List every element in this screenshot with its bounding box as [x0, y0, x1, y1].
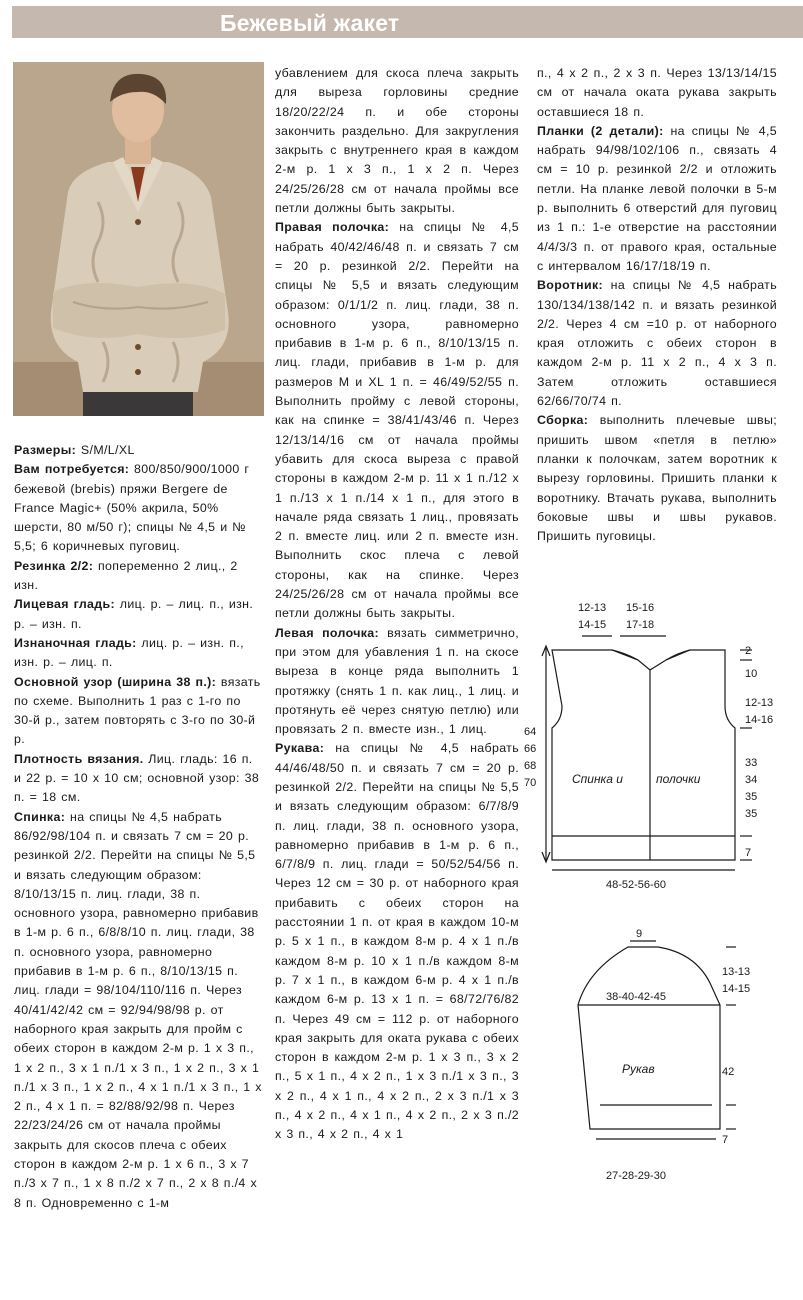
sizes-paragraph [14, 441, 264, 460]
dim-left-1: 64 [524, 726, 537, 738]
body-outline [552, 650, 735, 860]
main-pattern-value: вязать по схеме. Выполнить 1 раз с 1-го по 30-й р., затем повторять с 3-го по 30-й р. [14, 674, 261, 747]
rib-value: попеременно 2 лиц., 2 изн. [14, 558, 238, 593]
dim-right-1: 2 [745, 645, 752, 657]
sleeves-value: на спицы № 4,5 набрать 44/46/48/50 п. и связать 7 см = 20 р. резинкой 2/2. Перейти на спицы № 5,5 и вязать следующим образом: 6/7/8/9 п. лиц. глади, 38 п. основного узора, равномерно прибавив в 1-м р. 6 п., 6/7/8/9 п. лиц. глади = 50/52/54/56 п. Через 12 см = 30 р. от наборного края прибавить с обеих сторон на расстоянии 1 п. от края в каждом 10-м р. 5 х 1 п., в каждом 8-м р. 4 х 1 п./в каждом 8-м р. 10 х 1 п./в каждом 8-м р. 7 х 1 п., в каждом 6-м р. 4 х 1 п./в каждом 6-м р. 13 х 1 п. = 68/72/76/82 п. Через 49 см = 112 р. от наборного края закрыть для оката рукава с обеих сторон в каждом 2-м р. 1 х 3 п., 3 х 2 п., 5 х 1 п., 4 х 2 п., 1 х 3 п./1 х 3 п., 3 х 2 п., 4 х 1 п., 4 х 2 п., 2 х 3 п./1 х 3 п., 4 х 2 п., 4 х 1 п., 4 х 2 п., 2 х 3 п./2 х 3 п., 4 х 2 п., 4 х 1 [275, 741, 519, 1142]
sleeve-dim-right-4: 7 [722, 1134, 729, 1146]
bands-paragraph [537, 122, 777, 276]
dim-right-7: 35 [745, 791, 758, 803]
column-2 [275, 64, 519, 1145]
dim-top-left-2: 14-15 [578, 619, 607, 631]
stockinette-label: Лицевая гладь: [14, 597, 115, 612]
materials-value: 800/850/900/1000 г бежевой (brebis) пряжи Bergere de France Magic+ (50% акрила, 50% шерсти, 80 м/50 г); спицы № 4,5 и № 5,5; 6 коричневых пуговиц. [14, 462, 250, 554]
dim-right-8: 35 [745, 808, 758, 820]
sleeve-dim-right-1: 13-13 [722, 966, 751, 978]
bands-value: на спицы № 4,5 набрать 94/98/102/106 п., связать 4 см = 10 р. резинкой 2/2 и отложить петли. На планке левой полочки в 5-м р. выполнить 6 отверстий для пуговиц из 1 п.: 1-е отверстие на расстоянии 4/4/3/3 п. от правого края, остальные с интервалом 16/17/18/19 п. [537, 123, 777, 273]
materials-label: Вам потребуется: [14, 462, 130, 477]
column-1 [14, 441, 264, 1213]
dim-right-6: 34 [745, 774, 758, 786]
main-pattern-paragraph [14, 673, 264, 750]
sleeve-dim-width: 38-40-42-45 [606, 991, 666, 1003]
column-3 [537, 64, 777, 546]
dim-bottom: 48-52-56-60 [606, 879, 666, 891]
assembly-paragraph [537, 411, 777, 546]
sizes-label: Размеры: [14, 443, 77, 457]
stockinette-value: лиц. р. – лиц. п., изн. р. – изн. п. [14, 597, 254, 631]
back-label: Спинка: [14, 809, 66, 824]
body-label-right: полочки [656, 772, 701, 786]
back-continued-paragraph: убавлением для скоса плеча закрыть для выреза горловины средние 18/20/22/24 п. и обе стороны закончить раздельно. Для закругления закрыть с внутреннего края в каждом 2-м р. 1 х 3 п., 1 х 2 п. Через 24/25/26/28 см от начала проймы все петли должны быть закрыты. [275, 66, 519, 216]
gauge-value: Лиц. гладь: 16 п. и 22 р. = 10 х 10 см; основной узор: 38 п. = 18 см. [14, 751, 260, 805]
back-paragraph [14, 808, 264, 1213]
left-front-paragraph [275, 624, 519, 740]
bands-label: Планки (2 детали): [537, 123, 664, 138]
sleeve-dim-right-2: 14-15 [722, 983, 751, 995]
page-title: Бежевый жакет [220, 10, 400, 36]
dim-right-4: 14-16 [745, 714, 774, 726]
reverse-paragraph [14, 634, 264, 673]
dim-right-5: 33 [745, 757, 758, 769]
sleeve-dim-right-3: 42 [722, 1066, 735, 1078]
materials-paragraph [14, 460, 264, 556]
sleeve-schematic [560, 925, 803, 1190]
right-front-value: на спицы № 4,5 набрать 40/42/46/48 п. и связать 7 см = 20 р. резинкой 2/2. Перейти на спицы № 5,5 и вязать следующим образом: 0/1/1/2 п. лиц. глади, 38 п. основного узора, равномерно прибавив в 1-м р. 6 п., 8/10/13/15 п. лиц. глади, прибавив в 1-м р. для размеров M и XL 1 п. = 46/49/52/55 п. Выполнить пройму с левой стороны, как на спинке = 38/41/43/46 п. Через 12/13/14/16 см от начала проймы убавить для скоса выреза с правой стороны в каждом 2-м р. 11 х 1 п./12 х 1 п./13 х 1 п./14 х 1 п., для этого в начале ряда связать 1 лиц., провязать 2 п. вместе лиц. или 2 п. вместе изн. Выполнить скос плеча с левой стороны, как на спинке. Через 24/25/26/28 см от начала проймы все петли должны быть закрыты. [275, 220, 519, 621]
body-schematic [520, 598, 803, 898]
reverse-label: Изнаночная гладь: [14, 635, 137, 650]
sleeves-continued-paragraph: п., 4 х 2 п., 2 х 3 п. Через 13/13/14/15 см от начала оката рукава закрыть оставшиеся 18 п. [537, 66, 777, 119]
sleeve-outline [578, 947, 720, 1129]
dim-left-2: 66 [524, 743, 537, 755]
rib-label: Резинка 2/2: [14, 558, 94, 573]
right-front-label: Правая полочка: [275, 220, 390, 235]
dim-right-2: 10 [745, 668, 758, 680]
gauge-paragraph [14, 750, 264, 808]
model-photo-illustration [13, 62, 264, 416]
dim-right-9: 7 [745, 847, 752, 859]
dim-top-right-1: 15-16 [626, 602, 655, 614]
rib-paragraph [14, 557, 264, 596]
collar-label: Воротник: [537, 278, 603, 293]
right-front-paragraph [275, 218, 519, 623]
back-value: на спицы № 4,5 набрать 86/92/98/104 п. и связать 7 см = 20 р. резинкой 2/2. Перейти на спицы № 5,5 и вязать следующим образом: 8/10/13/15 п. лиц. глади, 38 п. основного узора, равномерно прибавив в 1-м р. 6 п., 6/8/8/10 п. лиц. глади, 38 п. основного узора, равномерно прибавив в 1-м р. 6 п., 8/10/13/15 п. лиц. глади = 98/104/110/116 п. Через 40/41/42/42 см = 92/94/98/98 р. от наборного края закрыть для пройм с обеих сторон в каждом 2-м р. 1 х 3 п., 1 х 2 п., 3 х 1 п./1 х 3 п., 1 х 2 п., 3 х 1 п./1 х 3 п., 1 х 2 п., 4 х 1 п./1 х 3 п., 1 х 2 п., 4 х 1 п. = 82/88/92/98 п. Через 22/23/24/26 см от начала проймы закрыть для скосов плеча с обеих сторон в каждом 2-м р. 1 х 6 п., 3 х 7 п./3 х 7 п., 1 х 8 п./2 х 7 п., 2 х 8 п./4 х 8 п. Одновременно с 1-м [14, 809, 262, 1210]
main-pattern-label: Основной узор (ширина 38 п.): [14, 674, 217, 689]
dim-top-right-2: 17-18 [626, 619, 655, 631]
left-front-value: вязать симметрично, при этом для убавления 1 п. на скосе выреза в конце ряда выполнить 1 протяжку (снять 1 п. как лиц., 1 лиц. и протянуть её через снятую петлю) или провязать 2 п. вместе изн., 1 лиц. [275, 625, 519, 737]
dim-right-3: 12-13 [745, 697, 774, 709]
sizes-value: S/M/L/XL [76, 443, 135, 457]
collar-paragraph [537, 276, 777, 411]
left-front-label: Левая полочка: [275, 625, 380, 640]
sleeves-paragraph [275, 739, 519, 1144]
model-photo [13, 62, 264, 416]
dim-top-left-1: 12-13 [578, 602, 607, 614]
assembly-value: выполнить плечевые швы; пришить швом «петля в петлю» планки к полочкам, затем воротник к вырезу горловины. Пришить планки к воротнику. Втачать рукава, выполнить боковые швы и швы рукавов. Пришить пуговицы. [537, 413, 777, 544]
collar-value: на спицы № 4,5 набрать 130/134/138/142 п. и вязать резинкой 2/2. Через 4 см =10 р. от наборного края отложить с обеих сторон в каждом 2-м р. 11 х 2 п., 4 х 3 п. Затем отложить оставшиеся 62/66/70/74 п. [537, 278, 777, 409]
title-bar [12, 6, 803, 38]
reverse-value: лиц. р. – изн. п., изн. р. – лиц. п. [14, 635, 244, 670]
gauge-label: Плотность вязания. [14, 751, 144, 766]
dim-left-4: 70 [524, 777, 537, 789]
stockinette-paragraph [14, 595, 264, 634]
sleeve-label: Рукав [622, 1062, 655, 1076]
sleeve-dim-bottom: 27-28-29-30 [606, 1170, 666, 1182]
dim-left-3: 68 [524, 760, 537, 772]
sleeves-label: Рукава: [275, 741, 325, 756]
body-label-left: Спинка и [572, 772, 623, 786]
assembly-label: Сборка: [537, 413, 589, 428]
sleeve-dim-top: 9 [636, 928, 643, 940]
